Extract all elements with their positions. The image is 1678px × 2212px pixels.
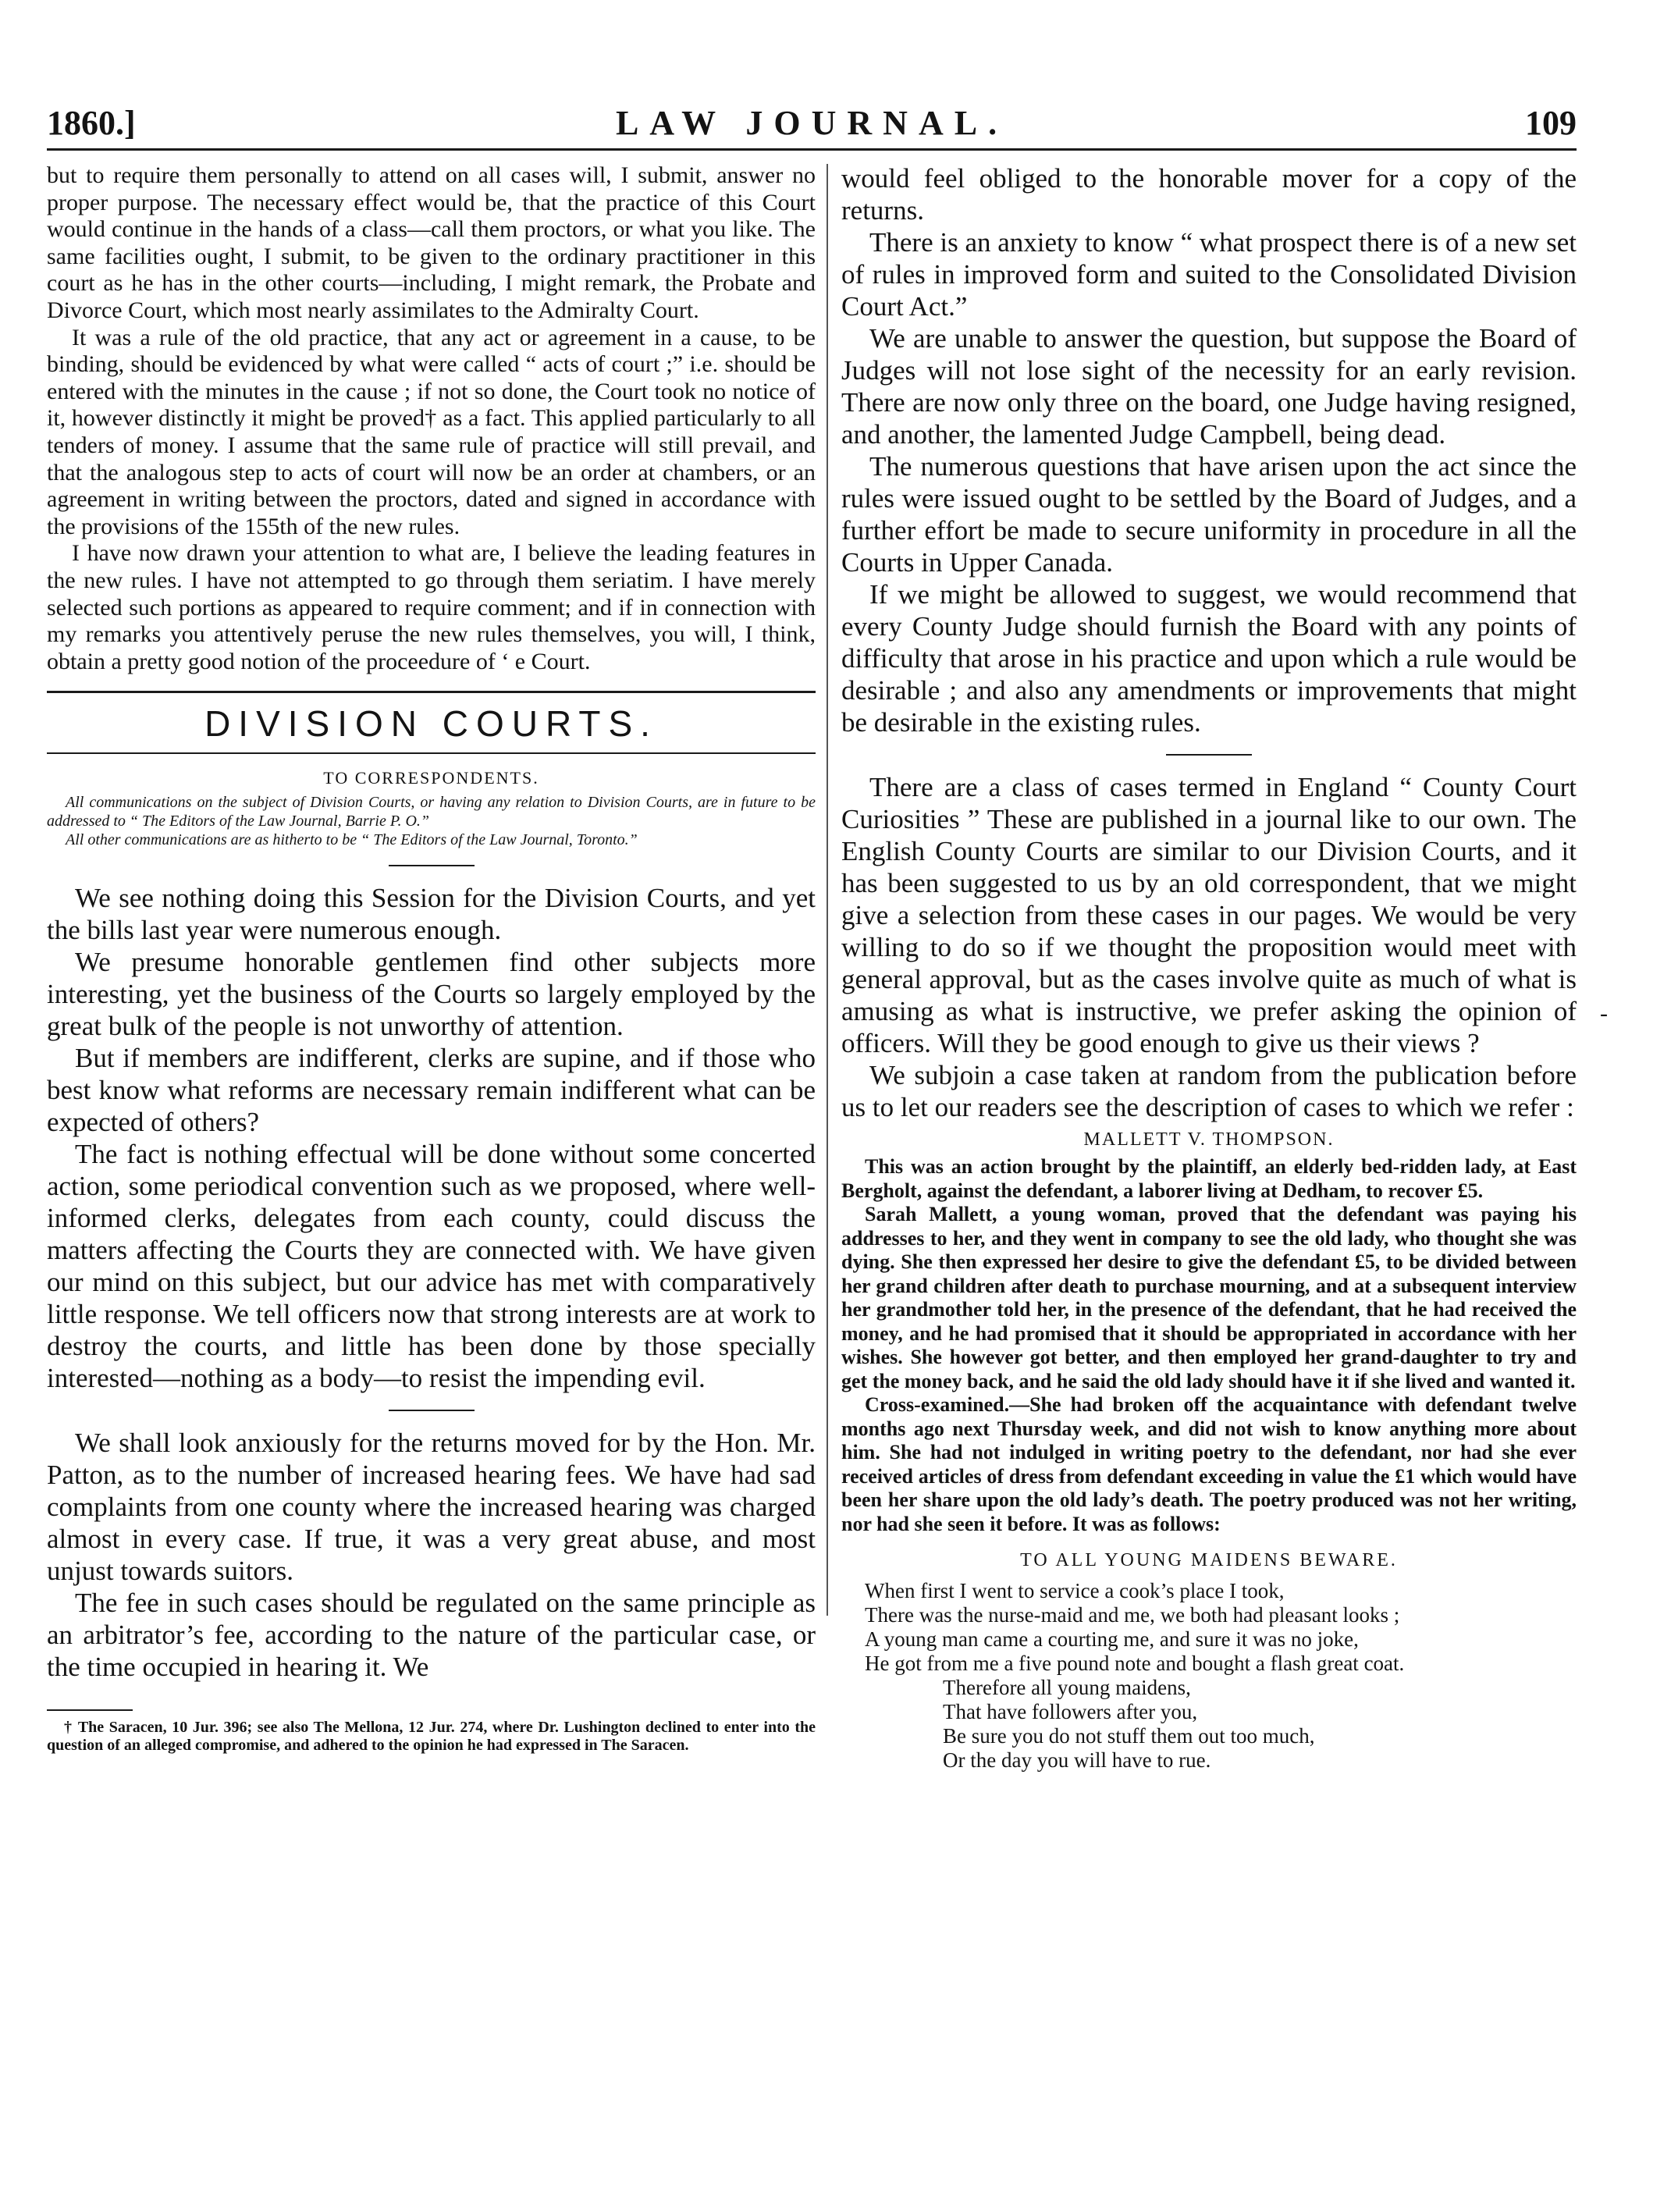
section-title: DIVISION COURTS.	[47, 698, 816, 754]
paragraph: but to require them personally to attend on all cases will, I submit, answer no proper purpose. The necessary effect would be, that the practice of this Court would continue in the hands of a class—call them proctors, or what you like. The same facilities ought, I submit, to be given to the ordinary practitioner in this court as he has in the other courts—including, I might remark, the Probate and Divorce Court, which most nearly assimilates to the Admiralty Court.	[47, 162, 816, 323]
divider-rule	[1166, 754, 1252, 756]
poem	[841, 1579, 1577, 1773]
poem-refrain-line: Therefore all young maidens,	[943, 1676, 1191, 1699]
running-head	[47, 101, 1577, 151]
paragraph: We subjoin a case taken at random from the publication before us to let our readers see the description of cases to which we refer :	[841, 1060, 1577, 1122]
paragraph: There are a class of cases termed in England “ County Court Curiosities ” These are published in a journal like to our own. The English County Courts are similar to our Division Courts, and it has been suggested to us by an old correspondent, that we might give a selection from these cases in our pages. We would be very willing to do so if we thought the proposition would meet with general approval, but as the cases involve quite as much of what is amusing as what is instructive, we prefer asking the opinion of officers. Will they be good enough to give us their views ?	[841, 772, 1577, 1058]
paragraph: There is an anxiety to know “ what prospect there is of a new set of rules in improved form and suited to the Consolidated Division Court Act.”	[841, 227, 1577, 322]
case-title: MALLETT V. THOMPSON.	[1083, 1129, 1335, 1150]
paragraph: If we might be allowed to suggest, we would recommend that every County Judge should furnish the Board with any points of difficulty that arose in his practice and upon which a rule would be desirable ; and also any amendments or improvements that might be desirable in the existing rules.	[841, 579, 1577, 738]
paragraph: The numerous questions that have arisen upon the act since the rules were issued ought to be settled by the Board of Judges, and a further effort be made to secure uniformity in procedure in all the Courts in Upper Canada.	[841, 451, 1577, 578]
header-title: LAW JOURNAL.	[615, 104, 1008, 142]
case-paragraph: Cross-examined.—She had broken off the acquaintance with defendant twelve months ago next Thursday week, and did not wish to know anything more about him. She had not indulged in writing poetry to the defendant, nor had she ever received articles of dress from defendant exceeding in value the £1 which would have been her share upon the old lady’s death. The poetry produced was not her writing, nor had she seen it before. It was as follows:	[841, 1393, 1577, 1535]
column-divider	[827, 164, 828, 1616]
paragraph: We presume honorable gentlemen find other subjects more interesting, yet the business of the Courts so largely employed by the great bulk of the people is not unworthy of attention.	[47, 947, 816, 1042]
paragraph: We shall look anxiously for the returns moved for by the Hon. Mr. Patton, as to the number of increased hearing fees. We have had sad complaints from one county where the increased hearing was charged almost in every case. If true, it was a very great abuse, and most unjust towards suitors.	[47, 1428, 816, 1587]
poem-refrain-line: Be sure you do not stuff them out too much,	[943, 1724, 1315, 1748]
paragraph: It was a rule of the old practice, that any act or agreement in a cause, to be binding, should be evidenced by what were called “ acts of court ;” i.e. should be entered with the minutes in the cause ; if not so done, the Court took no notice of it, however distinctly it might be proved† as a fact. This applied particularly to all tenders of money. I assume that the same rule of practice will still prevail, and that the analogous step to acts of court will now be an order at chambers, or an agreement in writing between the proctors, dated and signed in accordance with the provisions of the 155th of the new rules.	[47, 324, 816, 539]
left-column	[47, 162, 816, 1755]
paragraph: I have now drawn your attention to what are, I believe the leading features in the new rules. I have not attempted to go through them seriatim. I have merely selected such portions as appeared to require comment; and if in connection with my remarks you attentively peruse the new rules themselves, you will, I think, obtain a pretty good notion of the proceedure of ‘ e Court.	[47, 540, 816, 674]
right-column	[841, 162, 1577, 1773]
case-paragraph: Sarah Mallett, a young woman, proved that the defendant was paying his addresses to her, and they went in company to see the old lady, who thought she was dying. She then expressed her desire to give the defendant £5, to be divided between her grand children after death to purchase mourning, and at a subsequent interview her grandmother told her, in the presence of the defendant, that he had received the money, and he had promised that it should be appropriated in accordance with her wishes. She however got better, and then employed her grand-daughter to try and get the money back, and he said the old lady should have it if she lived and wanted it.	[841, 1203, 1577, 1392]
divider-rule	[389, 1410, 475, 1411]
poem-line: A young man came a courting me, and sure it was no joke,	[865, 1627, 1359, 1651]
poem-title: TO ALL YOUNG MAIDENS BEWARE.	[1020, 1550, 1398, 1570]
correspondents-note: All other communications are as hitherto to be “ The Editors of the Law Journal, Toronto.”	[66, 831, 638, 849]
margin-mark: -	[1600, 1001, 1608, 1026]
paragraph: would feel obliged to the honorable mover for a copy of the returns.	[841, 163, 1577, 226]
correspondents-heading: TO CORRESPONDENTS.	[323, 768, 539, 788]
paragraph: But if members are indifferent, clerks are supine, and if those who best know what reforms are necessary remain indifferent what can be expected of others?	[47, 1043, 816, 1138]
paragraph: The fee in such cases should be regulated on the same principle as an arbitrator’s fee, according to the nature of the particular case, or the time occupied in hearing it. We	[47, 1588, 816, 1683]
poem-line: There was the nurse-maid and me, we both had pleasant looks ;	[865, 1603, 1400, 1627]
footnote: † The Saracen, 10 Jur. 396; see also The Mellona, 12 Jur. 274, where Dr. Lushington declined to enter into the question of an alleged compromise, and adhered to the opinion he had expressed in The Saracen.	[47, 1719, 816, 1755]
section-rule	[47, 691, 816, 693]
header-year: 1860.]	[47, 104, 136, 142]
correspondents-note: All communications on the subject of Division Courts, or having any relation to Division Courts, are in future to be addressed to “ The Editors of the Law Journal, Barrie P. O.”	[47, 794, 816, 830]
paragraph: We see nothing doing this Session for the Division Courts, and yet the bills last year were numerous enough.	[47, 883, 816, 946]
poem-line: When first I went to service a cook’s place I took,	[865, 1579, 1285, 1602]
case-paragraph: This was an action brought by the plaintiff, an elderly bed-ridden lady, at East Bergholt, against the defendant, a laborer living at Dedham, to recover £5.	[841, 1155, 1577, 1202]
paragraph: The fact is nothing effectual will be done without some concerted action, some periodical convention such as we proposed, where well-informed clerks, delegates from each county, could discuss the matters affecting the Courts they are connected with. We have given our mind on this subject, but our advice has met with comparatively little response. We tell officers now that strong interests are at work to destroy the courts, and little has been done by those specially interested—nothing as a body—to resist the impending evil.	[47, 1139, 816, 1394]
paragraph: We are unable to answer the question, but suppose the Board of Judges will not lose sight of the necessity for an early revision. There are now only three on the board, one Judge having resigned, and another, the lamented Judge Campbell, being dead.	[841, 323, 1577, 450]
poem-line: He got from me a five pound note and bought a flash great coat.	[865, 1652, 1405, 1675]
poem-refrain-line: That have followers after you,	[943, 1700, 1198, 1723]
divider-rule	[389, 865, 475, 866]
footnote-rule	[47, 1709, 133, 1711]
poem-refrain-line: Or the day you will have to rue.	[943, 1748, 1211, 1772]
page-number: 109	[1525, 104, 1577, 142]
